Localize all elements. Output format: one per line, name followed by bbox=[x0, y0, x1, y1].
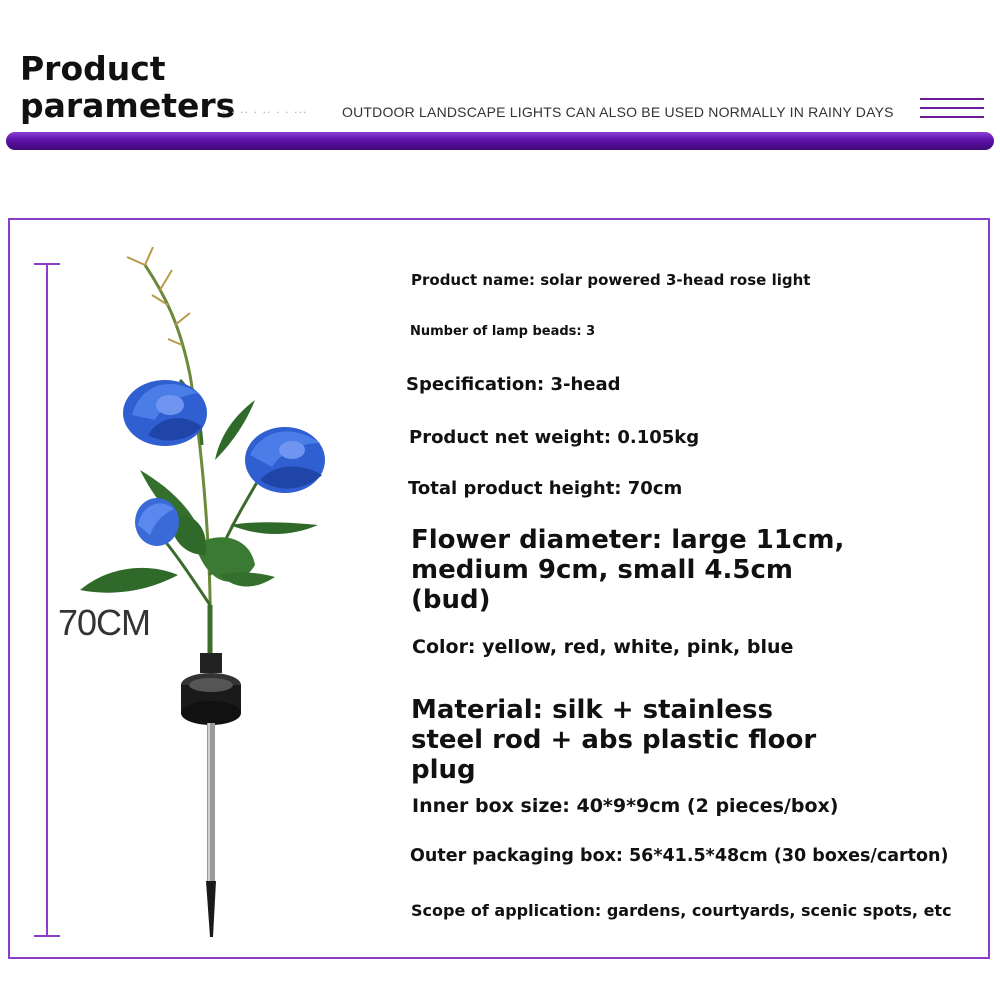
height-scale-icon bbox=[32, 262, 62, 938]
spec-lamp-beads: Number of lamp beads: 3 bbox=[410, 324, 596, 339]
spec-scope: Scope of application: gardens, courtyards, scenic spots, etc bbox=[411, 901, 952, 920]
spec-flower-diameter: Flower diameter: large 11cm, medium 9cm, small 4.5cm (bud) bbox=[411, 525, 845, 615]
spec-material: Material: silk + stainless steel rod + abs plastic floor plug bbox=[411, 695, 817, 785]
rose-bud bbox=[135, 498, 179, 546]
spec-outer-box: Outer packaging box: 56*41.5*48cm (30 boxes/carton) bbox=[410, 846, 949, 866]
page-title-line-1: Product bbox=[20, 49, 166, 88]
header-decorative-text: ··· ·· · ·· · · ··· bbox=[222, 106, 308, 119]
spec-color: Color: yellow, red, white, pink, blue bbox=[412, 636, 794, 658]
rose-light-illustration bbox=[70, 245, 360, 945]
spec-total-height: Total product height: 70cm bbox=[408, 478, 683, 499]
header-divider-bar bbox=[6, 132, 994, 150]
page-title bbox=[20, 50, 235, 124]
rose-medium bbox=[245, 427, 325, 493]
spec-specification: Specification: 3-head bbox=[406, 374, 621, 395]
page-title-line-2: parameters bbox=[20, 86, 236, 125]
spec-net-weight: Product net weight: 0.105kg bbox=[409, 427, 700, 448]
header-tagline: OUTDOOR LANDSCAPE LIGHTS CAN ALSO BE USED NORMALLY IN RAINY DAYS bbox=[342, 104, 894, 120]
rose-large bbox=[123, 380, 207, 446]
spec-product-name: Product name: solar powered 3-head rose light bbox=[411, 271, 811, 289]
menu-lines-icon bbox=[920, 98, 984, 120]
height-label: 70CM bbox=[58, 602, 151, 643]
spec-inner-box: Inner box size: 40*9*9cm (2 pieces/box) bbox=[412, 795, 839, 817]
